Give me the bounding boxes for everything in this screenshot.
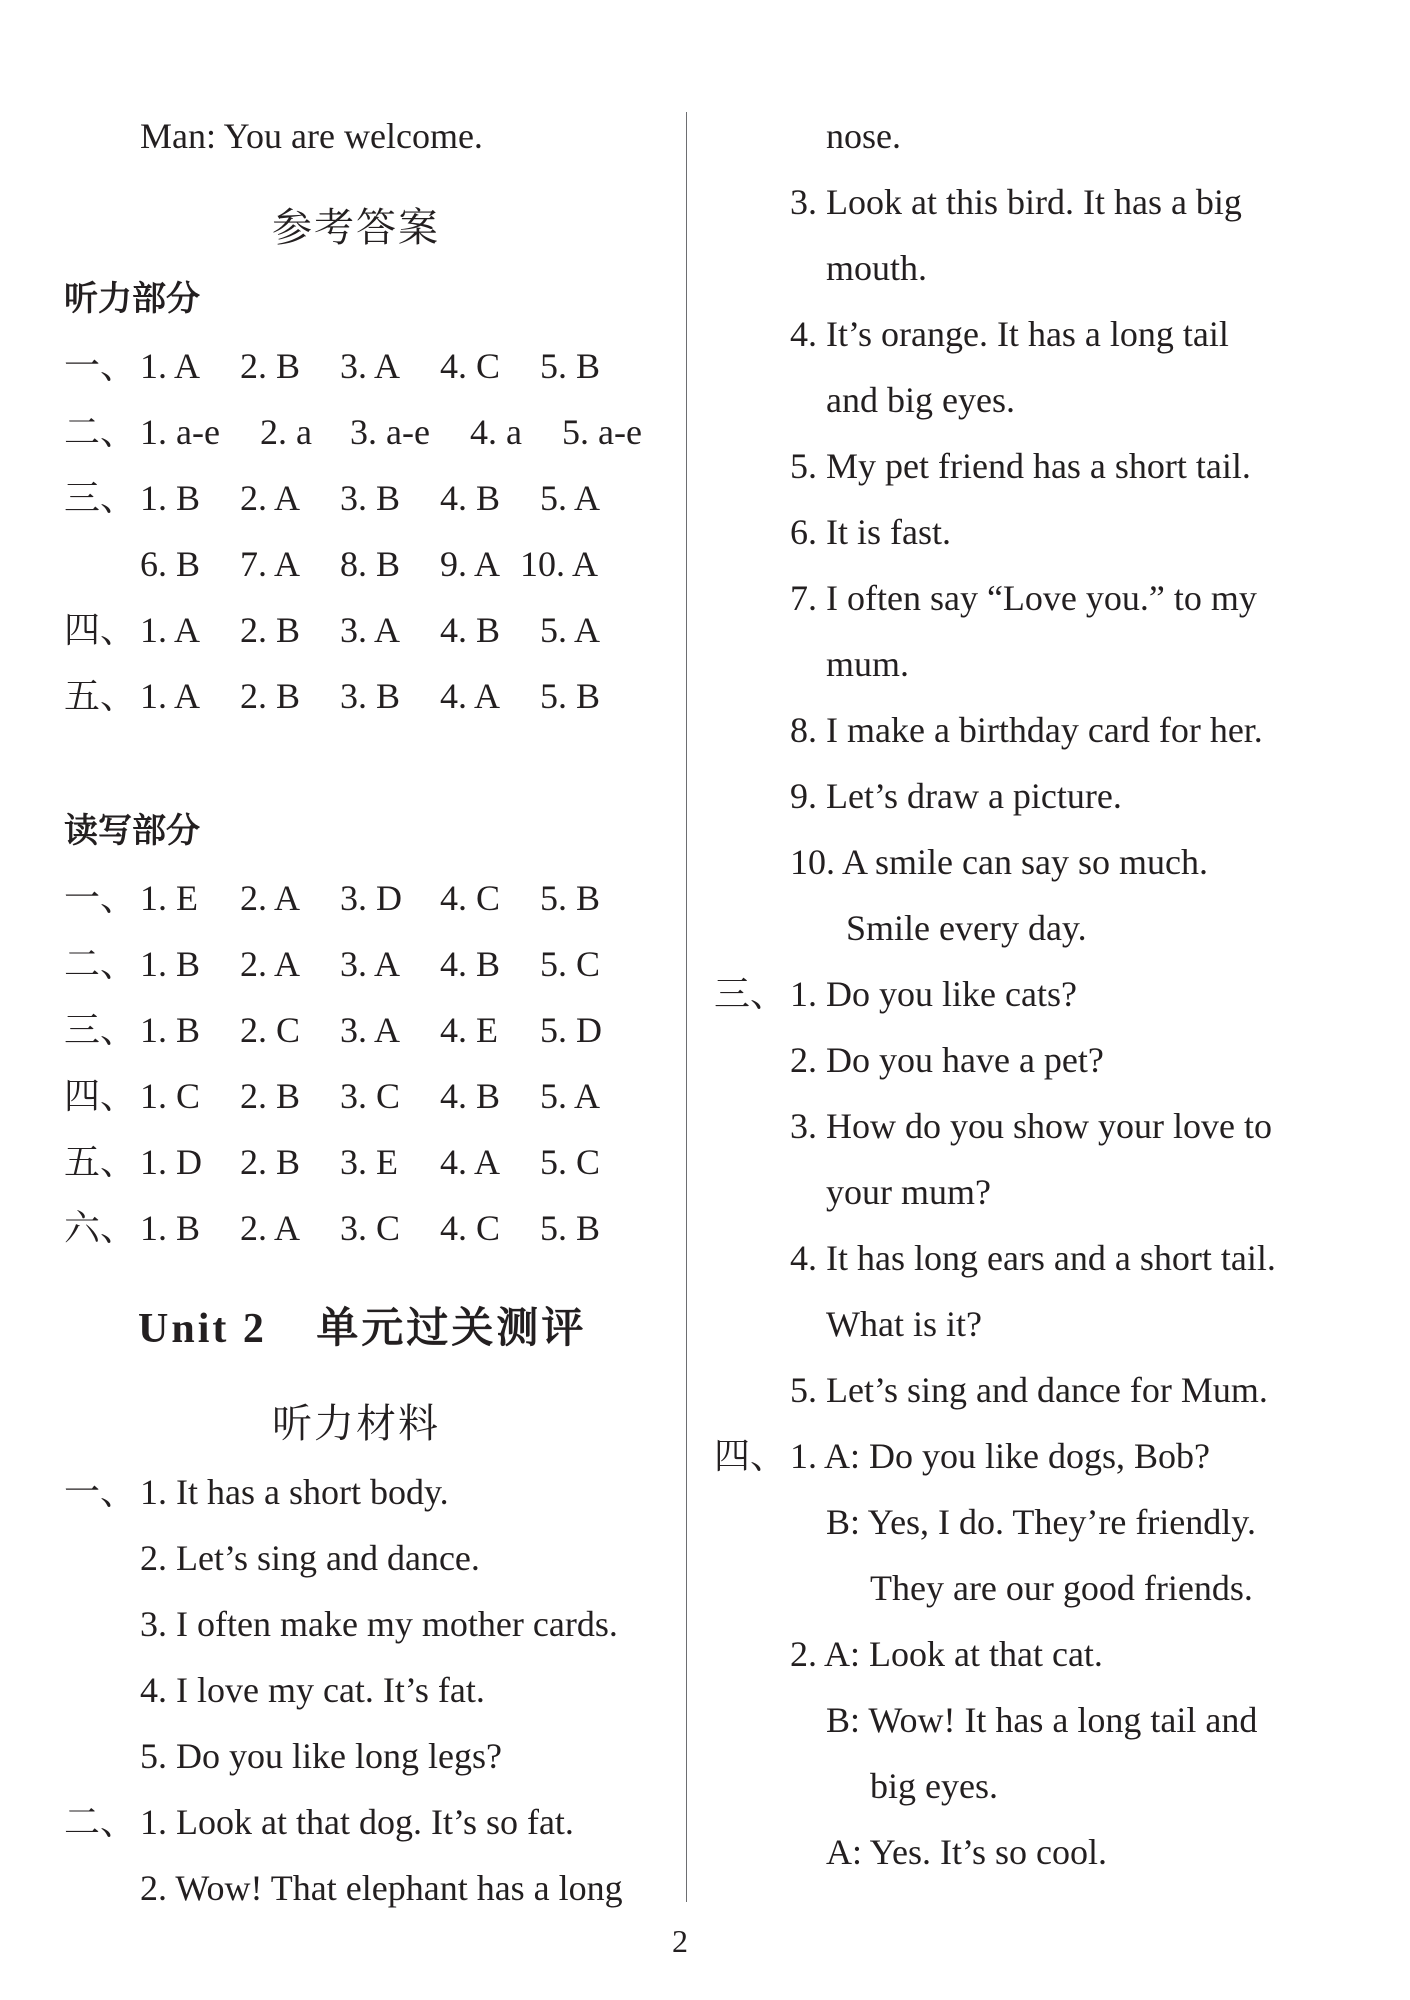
dialogue-line: B: Yes, I do. They’re friendly. [826,1502,1256,1542]
answer-item: 2. B [240,1076,301,1116]
question-number: 四、 [64,610,137,650]
answer-item: 1. B [140,1010,201,1050]
answer-item: 4. A [440,1142,501,1182]
answer-item: 2. a [260,412,312,452]
answer-item: 4. C [440,346,501,386]
answer-item: 5. A [540,478,601,518]
dialogue-line: B: Wow! It has a long tail and [826,1700,1258,1740]
material-line: 10. A smile can say so much. [790,842,1208,882]
answer-item: 2. B [240,610,301,650]
answer-item: 6. B [140,544,201,584]
answer-item: 1. E [140,878,198,918]
section-number: 二、 [64,1802,137,1842]
dialogue-line: A: Yes. It’s so cool. [826,1832,1108,1872]
answer-row [64,1078,664,1122]
answer-item: 3. A [340,944,401,984]
material-line: nose. [826,116,901,156]
answer-item: 4. C [440,1208,501,1248]
material-line: 2. Let’s sing and dance. [140,1538,480,1578]
answer-item: 1. A [140,346,201,386]
material-line: 1. Do you like cats? [790,974,1077,1014]
answer-item: 1. A [140,610,201,650]
question-number: 一、 [64,346,137,386]
answer-item: 5. B [540,878,601,918]
material-line: 5. Let’s sing and dance for Mum. [790,1370,1268,1410]
answer-item: 3. C [340,1208,401,1248]
answer-item: 2. B [240,1142,301,1182]
unit-title-cn: 单元过关测评 [316,1306,587,1352]
answer-row [64,612,664,656]
answer-item: 1. B [140,478,201,518]
answer-item: 2. B [240,676,301,716]
answer-item: 4. C [440,878,501,918]
answer-item: 7. A [240,544,301,584]
answer-item: 8. B [340,544,401,584]
material-line: 7. I often say “Love you.” to my [790,578,1257,618]
section-number: 三、 [714,974,787,1014]
answer-item: 1. B [140,1208,201,1248]
material-line: 6. It is fast. [790,512,951,552]
dialogue-line: big eyes. [870,1766,998,1806]
column-divider [686,112,687,1902]
question-number: 四、 [64,1076,137,1116]
materials-title: 听力材料 [272,1401,440,1446]
answer-item: 4. B [440,944,501,984]
question-number: 三、 [64,1010,137,1050]
material-line: 8. I make a birthday card for her. [790,710,1263,750]
answer-item: 2. A [240,1208,301,1248]
material-line: 9. Let’s draw a picture. [790,776,1122,816]
question-number: 一、 [64,878,137,918]
answer-item: 4. A [440,676,501,716]
dialogue-line: 2. A: Look at that cat. [790,1634,1103,1674]
question-number: 五、 [64,1142,137,1182]
answer-item: 3. A [340,610,401,650]
material-line: 1. It has a short body. [140,1472,449,1512]
answer-row [64,678,664,722]
answer-item: 1. C [140,1076,201,1116]
intro-line: Man: You are welcome. [140,116,483,156]
answer-row [64,348,664,392]
material-line: 3. I often make my mother cards. [140,1604,618,1644]
material-line: 4. It has long ears and a short tail. [790,1238,1276,1278]
page-number: 2 [672,1923,688,1959]
material-line: 3. How do you show your love to [790,1106,1272,1146]
answer-item: 2. A [240,478,301,518]
section-number: 四、 [714,1436,787,1476]
material-line: 4. It’s orange. It has a long tail [790,314,1229,354]
answer-item: 4. E [440,1010,498,1050]
material-line: Smile every day. [846,908,1087,948]
question-number: 五、 [64,676,137,716]
answer-item: 10. A [520,544,599,584]
answer-row [64,1012,664,1056]
answer-item: 4. B [440,610,501,650]
material-line: 2. Do you have a pet? [790,1040,1104,1080]
answer-item: 1. B [140,944,201,984]
unit-title [138,1308,586,1350]
answer-item: 5. A [540,610,601,650]
question-number: 二、 [64,944,137,984]
answer-item: 2. B [240,346,301,386]
material-line: 4. I love my cat. It’s fat. [140,1670,485,1710]
answer-item: 5. D [540,1010,602,1050]
dialogue-line: 1. A: Do you like dogs, Bob? [790,1436,1210,1476]
answer-row [64,880,664,924]
material-line: What is it? [826,1304,982,1344]
material-line: 1. Look at that dog. It’s so fat. [140,1802,574,1842]
answer-item: 3. E [340,1142,398,1182]
material-line: your mum? [826,1172,991,1212]
material-line: mum. [826,644,910,684]
answer-item: 5. B [540,1208,601,1248]
answer-item: 5. B [540,346,601,386]
material-line: mouth. [826,248,928,288]
answer-item: 3. a-e [350,412,430,452]
section-number: 一、 [64,1472,137,1512]
answer-item: 3. D [340,878,402,918]
answer-item: 5. B [540,676,601,716]
answer-item: 5. C [540,944,601,984]
answer-item: 1. a-e [140,412,220,452]
answer-item: 4. a [470,412,522,452]
reading-section-title: 读写部分 [64,811,200,851]
listening-section-title: 听力部分 [64,279,200,319]
answer-item: 4. B [440,1076,501,1116]
material-line: 5. Do you like long legs? [140,1736,502,1776]
unit-title-en: Unit 2 [138,1306,267,1352]
answer-item: 2. C [240,1010,301,1050]
answer-item: 9. A [440,544,501,584]
question-number: 六、 [64,1208,137,1248]
dialogue-line: They are our good friends. [870,1568,1253,1608]
answer-row [64,480,664,524]
answer-item: 4. B [440,478,501,518]
answer-item: 5. A [540,1076,601,1116]
answers-title: 参考答案 [272,205,440,250]
answer-row [64,414,664,458]
answer-item: 3. B [340,478,401,518]
material-line: 3. Look at this bird. It has a big [790,182,1242,222]
answer-item: 3. C [340,1076,401,1116]
answer-row [64,1144,664,1188]
material-line: and big eyes. [826,380,1015,420]
answer-item: 1. A [140,676,201,716]
answer-item: 5. C [540,1142,601,1182]
answer-item: 3. A [340,346,401,386]
answer-item: 2. A [240,944,301,984]
question-number: 三、 [64,478,137,518]
answer-row [64,546,664,590]
answer-item: 2. A [240,878,301,918]
question-number: 二、 [64,412,137,452]
material-line: 2. Wow! That elephant has a long [140,1868,623,1908]
answer-item: 3. A [340,1010,401,1050]
answer-item: 1. D [140,1142,202,1182]
material-line: 5. My pet friend has a short tail. [790,446,1251,486]
answer-row [64,1210,664,1254]
answer-item: 5. a-e [562,412,642,452]
answer-row [64,946,664,990]
answer-item: 3. B [340,676,401,716]
